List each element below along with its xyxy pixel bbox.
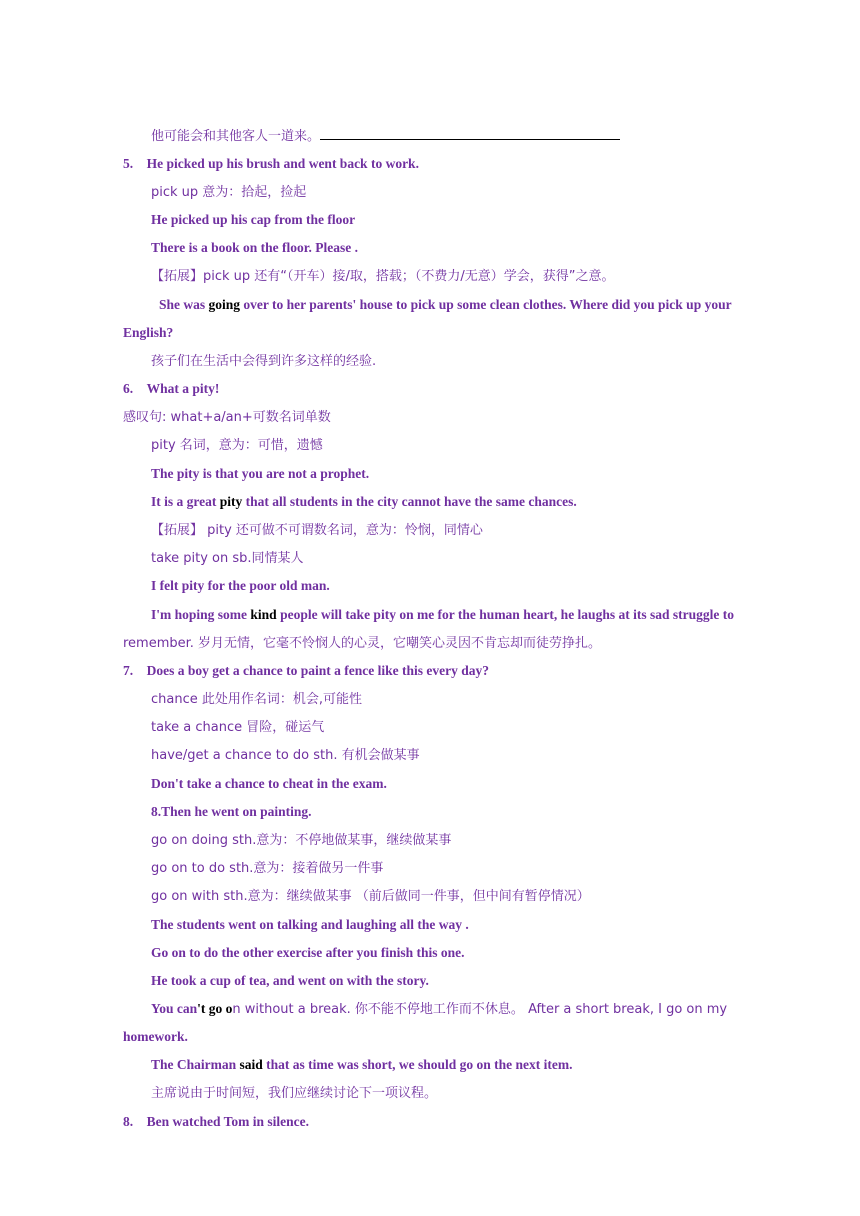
- example-sentence-continued: homework.: [123, 1029, 188, 1044]
- phrase-definition: have/get a chance to do sth. 有机会做某事: [151, 748, 420, 763]
- example-sentence: The Chairman said that as time was short, we should go on the next item.: [151, 1057, 573, 1072]
- grammar-note: 感叹句: what+a/an+可数名词单数: [123, 410, 331, 425]
- phrase-definition: pity 名词，意为：可惜，遗憾: [151, 438, 323, 453]
- phrase-definition: take a chance 冒险，碰运气: [151, 720, 325, 735]
- phrase-definition: pick up 意为：拾起，捡起: [151, 185, 307, 200]
- example-sentence: The students went on talking and laughing all the way .: [151, 917, 469, 932]
- example-sentence: He picked up his cap from the floor: [151, 212, 356, 227]
- example-sentence: The pity is that you are not a prophet.: [151, 466, 370, 481]
- item-heading: 6. What a pity!: [123, 381, 220, 396]
- phrase-definition: chance 此处用作名词：机会,可能性: [151, 692, 363, 707]
- example-sentence: There is a book on the floor. Please .: [151, 240, 359, 255]
- sentence-line: 他可能会和其他客人一道来。: [151, 127, 620, 146]
- extension-note: 【拓展】 pity 还可做不可谓数名词，意为：怜悯，同情心: [151, 523, 483, 538]
- example-sentence-continued: English?: [123, 325, 174, 340]
- phrase-definition: go on to do sth.意为：接着做另一件事: [151, 861, 384, 876]
- example-sentence: Go on to do the other exercise after you finish this one.: [151, 945, 465, 960]
- example-sentence: 孩子们在生活中会得到许多这样的经验.: [151, 354, 377, 369]
- extension-note: 【拓展】pick up 还有“（开车）接/取，搭载；（不费力/无意）学会，获得”之意。: [151, 269, 615, 284]
- phrase-definition: go on with sth.意为：继续做某事 （前后做同一件事，但中间有暂停情况）: [151, 889, 590, 904]
- item-heading: 5. He picked up his brush and went back to work.: [123, 156, 419, 171]
- item-heading: 7. Does a boy get a chance to paint a fence like this every day?: [123, 663, 489, 678]
- example-sentence: It is a great pity that all students in the city cannot have the same chances.: [151, 494, 577, 509]
- example-sentence: I'm hoping some kind people will take pity on me for the human heart, he laughs at its sad struggle to: [151, 607, 734, 622]
- phrase-definition: take pity on sb.同情某人: [151, 551, 304, 566]
- item-heading: 8. Ben watched Tom in silence.: [123, 1114, 310, 1129]
- answer-blank: [320, 129, 620, 140]
- example-sentence: He took a cup of tea, and went on with the story.: [151, 973, 429, 988]
- example-sentence: She was going over to her parents' house to pick up some clean clothes. Where did you pick up your: [159, 297, 732, 312]
- example-sentence: I felt pity for the poor old man.: [151, 578, 330, 593]
- example-sentence: You can't go on without a break. 你不能不停地工作而不休息。 After a short break, I go on my: [151, 1001, 728, 1017]
- phrase-definition: go on doing sth.意为：不停地做某事，继续做某事: [151, 833, 452, 848]
- item-heading: 8.Then he went on painting.: [151, 804, 312, 819]
- example-sentence-continued: remember. 岁月无情，它毫不怜悯人的心灵，它嘲笑心灵因不肯忘却而徒劳挣扎。: [123, 636, 602, 651]
- translation-line: 主席说由于时间短，我们应继续讨论下一项议程。: [151, 1086, 438, 1101]
- example-sentence: Don't take a chance to cheat in the exam.: [151, 776, 387, 791]
